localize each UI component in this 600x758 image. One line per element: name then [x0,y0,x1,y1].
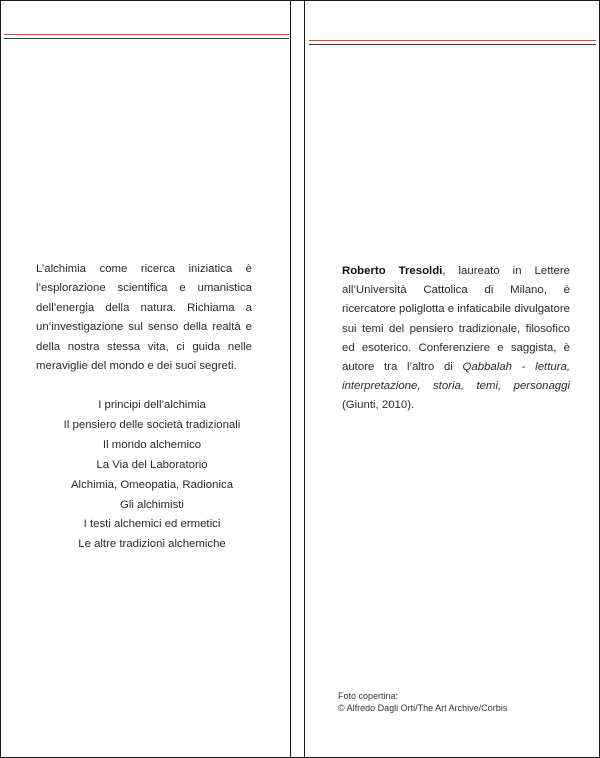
fold-line-right [304,0,305,758]
toc-item: Gli alchimisti [120,498,184,511]
author-name: Roberto Tresoldi [342,265,443,277]
left-rule-dark [4,38,289,39]
toc-item: I principi dell’alchimia [98,399,206,411]
toc-item: Le altre tradizioni alchemiche [78,538,226,551]
toc-item: Il pensiero delle società tradizionali [63,418,241,431]
photo-credit-label: Foto copertina: [338,691,399,701]
toc-item: La Via del Laboratorio [96,458,208,471]
toc-item: Il mondo alchemico [102,438,202,451]
right-rule-accent [309,40,596,41]
right-rule-dark [309,44,596,45]
author-bio-text: , laureato in Lettere all’Università Cattolica di Milano, è ricercatore poliglotta e infaticabile divulgatore sui temi del pensiero tradizionale, filosofico ed esoterico. Conferenziere e saggista, è autore tra l’altro di [342,265,570,374]
photo-credit: © Alfredo Dagli Orti/The Art Archive/Corbis [338,703,508,714]
photo-credits [338,690,578,715]
table-of-contents [20,396,284,555]
author-bio-text-end: (Giunti, 2010). [342,399,415,412]
left-rule-accent [4,34,289,35]
toc-item: I testi alchemici ed ermetici [83,518,221,531]
book-description: L’alchimia come ricerca iniziatica è l’esplorazione scientifica e umanistica dell’energia della natura. Richiama a un’investigazione sul senso della realtà e della nostra stessa vita, ci guida nelle meraviglie del mondo e dei suoi segreti. [36,263,252,373]
toc-item: Alchimia, Omeopatia, Radionica [70,478,234,491]
author-bio [342,262,570,416]
book-title: Qabbalah - lettura, interpretazione, storia, temi, personaggi [342,361,570,393]
fold-line-left [290,0,291,758]
